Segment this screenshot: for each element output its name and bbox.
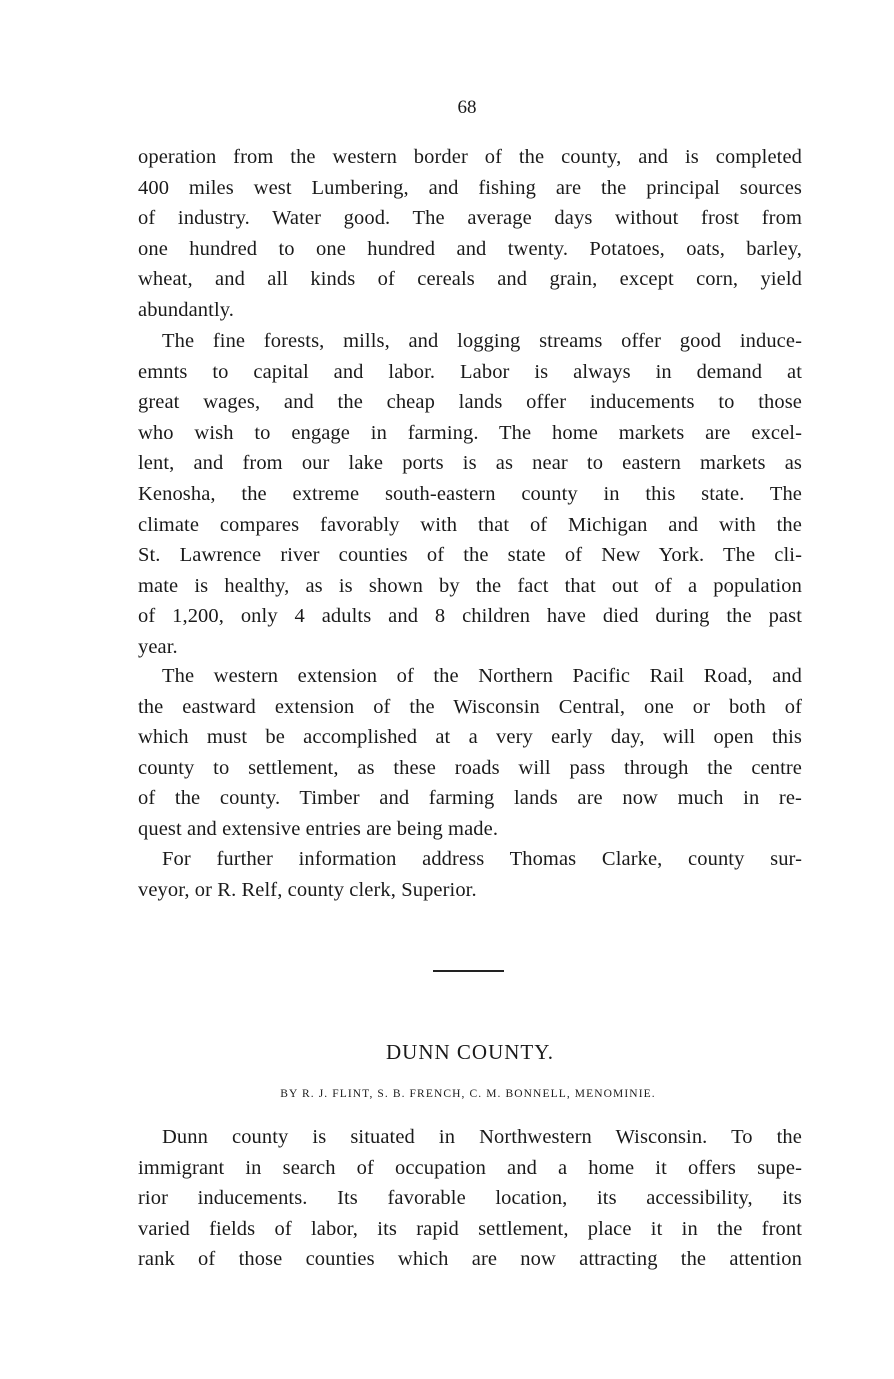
paragraph-text [138, 142, 802, 326]
text-line: veyor, or R. Relf, county clerk, Superior. [138, 878, 477, 901]
text-line: climate compares favorably with that of Michigan and with the [138, 513, 802, 536]
text-line: mate is healthy, as is shown by the fact that out of a population [138, 574, 802, 597]
paragraph-railroads [138, 661, 802, 845]
text-line: who wish to engage in farming. The home markets are excel- [138, 421, 802, 444]
paragraph-frost-and-crops [138, 142, 802, 326]
text-line: the eastward extension of the Wisconsin Central, one or both of [138, 695, 802, 718]
text-line: St. Lawrence river counties of the state of New York. The cli- [138, 544, 802, 567]
text-line: The western extension of the Northern Pacific Rail Road, and [162, 665, 802, 687]
paragraph-forests-and-labor [138, 326, 802, 663]
text-line: lent, and from our lake ports is as near to eastern markets as [138, 452, 802, 475]
section-byline: BY R. J. FLINT, S. B. FRENCH, C. M. BONNELL, MENOMINIE. [280, 1088, 656, 1100]
text-line: rior inducements. Its favorable location, its accessibility, its [138, 1187, 802, 1210]
paragraph-text [138, 1122, 802, 1275]
text-line: quest and extensive entries are being made. [138, 817, 499, 840]
text-line: county to settlement, as these roads will pass through the centre [138, 756, 802, 779]
section-divider-rule [433, 970, 504, 972]
paragraph-text [138, 326, 802, 663]
text-line: great wages, and the cheap lands offer inducements to those [138, 391, 802, 414]
text-line: year. [138, 635, 178, 658]
page-number: 68 [457, 97, 477, 118]
paragraph-text [138, 661, 802, 845]
text-line: immigrant in search of occupation and a home it offers supe- [138, 1156, 802, 1179]
text-line: The fine forests, mills, and logging streams offer good induce- [162, 330, 802, 352]
text-line: abundantly. [138, 298, 234, 321]
text-line: of industry. Water good. The average days without frost from [138, 207, 802, 230]
text-line: emnts to capital and labor. Labor is always in demand at [138, 360, 802, 383]
text-line: Dunn county is situated in Northwestern Wisconsin. To the [162, 1126, 802, 1148]
text-line: of the county. Timber and farming lands are now much in re- [138, 787, 802, 810]
paragraph-text [138, 844, 802, 905]
paragraph-further-information [138, 844, 802, 905]
paragraph-dunn-county-intro [138, 1122, 802, 1275]
text-line: one hundred to one hundred and twenty. Potatoes, oats, barley, [138, 237, 802, 260]
text-line: operation from the western border of the county, and is completed [138, 146, 802, 168]
text-line: varied fields of labor, its rapid settlement, place it in the front [138, 1217, 802, 1240]
text-line: rank of those counties which are now attracting the attention [138, 1248, 802, 1271]
text-line: wheat, and all kinds of cereals and grain, except corn, yield [138, 268, 802, 291]
text-line: of 1,200, only 4 adults and 8 children have died during the past [138, 605, 802, 628]
text-line: Kenosha, the extreme south-eastern county in this state. The [138, 482, 802, 505]
text-line: which must be accomplished at a very early day, will open this [138, 726, 802, 749]
text-line: For further information address Thomas Clarke, county sur- [162, 848, 802, 870]
text-line: 400 miles west Lumbering, and fishing are the principal sources [138, 176, 802, 199]
section-heading: DUNN COUNTY. [386, 1040, 554, 1064]
